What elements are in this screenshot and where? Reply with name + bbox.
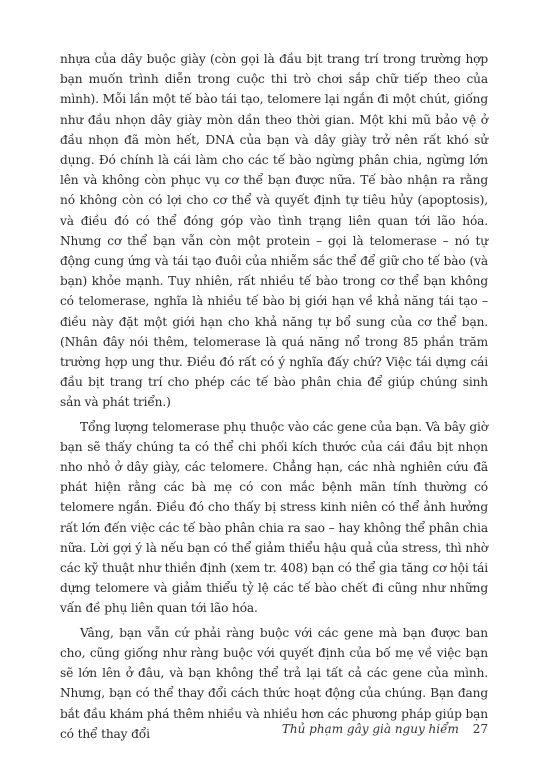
page-body xyxy=(60,49,488,744)
page-footer xyxy=(60,722,488,736)
body-paragraph-2: Tổng lượng telomerase phụ thuộc vào các gene của bạn. Và bây giờ bạn sẽ thấy chúng ta có thể chi phối kích thước của cái đầu bịt nhọn nho nhỏ ở dây giày, các telomere. Chẳng hạn, các nhà nghiên cứu đã phát hiện rằng các bà mẹ có con mắc bệnh mãn tính thường có telomere ngắn. Điều đó cho thấy bị stress kinh niên có thể ảnh hưởng rất lớn đến việc các tế bào phân chia ra sao – hay không thể phân chia nữa. Lời gợi ý là nếu bạn có thể giảm thiểu hậu quả của stress, thì nhờ các kỹ thuật như thiền định (xem tr. 408) bạn có thể gia tăng cơ hội tái dựng telomere và giảm thiểu tỷ lệ các tế bào chết đi cũng như những vấn đề phụ liên quan tới lão hóa. xyxy=(60,419,488,616)
body-paragraph-1: nhựa của dây buộc giày (còn gọi là đầu bịt trang trí trong trường hợp bạn muốn trình diễn trong cuộc thi trò chơi sắp chữ tiếp theo của mình). Mỗi lần một tế bào tái tạo, telomere lại ngắn đi một chút, giống như đầu nhọn dây giày mòn dần theo thời gian. Một khi mũ bảo vệ ở đầu nhọn đã mòn hết, DNA của bạn và dây giày trở nên rất khó sử dụng. Đó chính là cái làm cho các tế bào ngừng phân chia, ngừng lớn lên và không còn phục vụ cơ thể bạn được nữa. Tế bào nhận ra rằng nó không còn có lợi cho cơ thể và quyết định tự tiêu hủy (apoptosis), và điều đó có thể đóng góp vào tình trạng liên quan tới lão hóa. Nhưng cơ thể bạn vẫn còn một protein – gọi là telomerase – nó tự động cung ứng và tái tạo đuôi của nhiễm sắc thể để giữ cho tế bào (và bạn) khỏe mạnh. Tuy nhiên, rất nhiều tế bào trong cơ thể bạn không có telomerase, nghĩa là nhiều tế bào bị giới hạn về khả năng tái tạo – điều này đặt một giới hạn cho khả năng tự bổ sung của cơ thể bạn. (Nhân đây nói thêm, telomerase là quá năng nổ trong 85 phần trăm trường hợp ung thư. Điều đó rất có ý nghĩa đấy chứ? Việc tái dựng cái đầu bịt trang trí cho phép các tế bào phân chia để giúp chúng sinh sản và phát triển.) xyxy=(60,52,488,410)
body-paragraph-3: Vâng, bạn vẫn cứ phải ràng buộc với các gene mà bạn được ban cho, cũng giống như ràng buộc với quyết định của bố mẹ về việc bạn sẽ lớn lên ở đâu, và bạn không thể trả lại tất cả các gene của mình. Nhưng, bạn có thể thay đổi cách thức hoạt động của chúng. Bạn đang bắt đầu khám phá thêm nhiều và nhiều hơn các phương pháp giúp bạn có thể thay đổi xyxy=(60,625,488,741)
running-title: Thủ phạm gây già nguy hiểm xyxy=(281,722,459,736)
page-number: 27 xyxy=(472,722,488,736)
